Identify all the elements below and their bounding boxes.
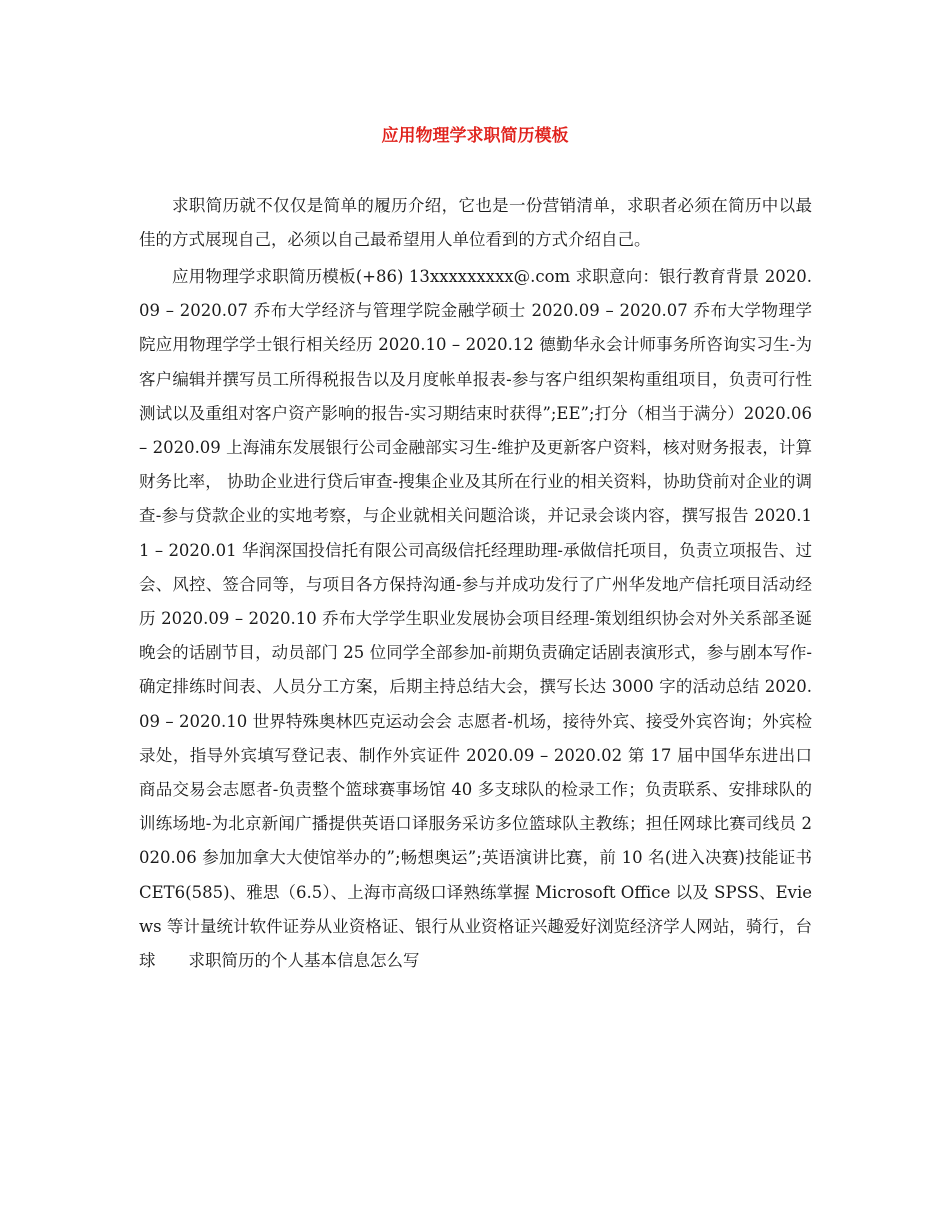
document-title: 应用物理学求职简历模板 [381,126,569,146]
intro-paragraph: 求职简历就不仅仅是简单的履历介绍，它也是一份营销清单，求职者必须在简历中以最佳的方式展现自己，必须以自己最希望用人单位看到的方式介绍自己。 [139,196,812,250]
resume-paragraph: 应用物理学求职简历模板(+86) 13xxxxxxxxx@.com 求职意向：银行教育背景 2020.09 – 2020.07 乔布大学经济与管理学院金融学硕士 2020.09 – 2020.07 乔布大学物理学院应用物理学学士银行相关经历 2020.10 – 2020.12 德勤华永会计师事务所咨询实习生-为客户编辑并撰写员工所得税报告以及月度帐单报表-参与客户组织架构重组项目，负责可行性测试以及重组对客户资产影响的报告-实习期结束时获得”;EE”;打分（相当于满分）2020.06 – 2020.09 上海浦东发展银行公司金融部实习生-维护及更新客户资料，核对财务报表，计算财务比率， 协助企业进行贷后审查-搜集企业及其所在行业的相关资料，协助贷前对企业的调查-参与贷款企业的实地考察，与企业就相关问题洽谈，并记录会谈内容，撰写报告 2020.11 – 2020.01 华润深国投信托有限公司高级信托经理助理-承做信托项目，负责立项报告、过会、风控、签合同等，与项目各方保持沟通-参与并成功发行了广州华发地产信托项目活动经历 2020.09 – 2020.10 乔布大学学生职业发展协会项目经理-策划组织协会对外关系部圣诞晚会的话剧节目，动员部门 25 位同学全部参加-前期负责确定话剧表演形式，参与剧本写作-确定排练时间表、人员分工方案，后期主持总结大会，撰写长达 3000 字的活动总结 2020.09 – 2020.10 世界特殊奥林匹克运动会会 志愿者-机场，接待外宾、接受外宾咨询；外宾检录处，指导外宾填写登记表、制作外宾证件 2020.09 – 2020.02 第 17 届中国华东进出口商品交易会志愿者-负责整个篮球赛事场馆 40 多支球队的检录工作；负责联系、安排球队的训练场地-为北京新闻广播提供英语口译服务采访多位篮球队主教练；担任网球比赛司线员 2020.06 参加加拿大大使馆举办的”;畅想奥运”;英语演讲比赛，前 10 名(进入决赛)技能证书 CET6(585)、雅思（6.5）、上海市高级口译熟练掌握 Microsoft Office 以及 SPSS、Eviews 等计量统计软件证券从业资格证、银行从业资格证兴趣爱好浏览经济学人网站，骑行，台球 求职简历的个人基本信息怎么写 [139,267,812,971]
